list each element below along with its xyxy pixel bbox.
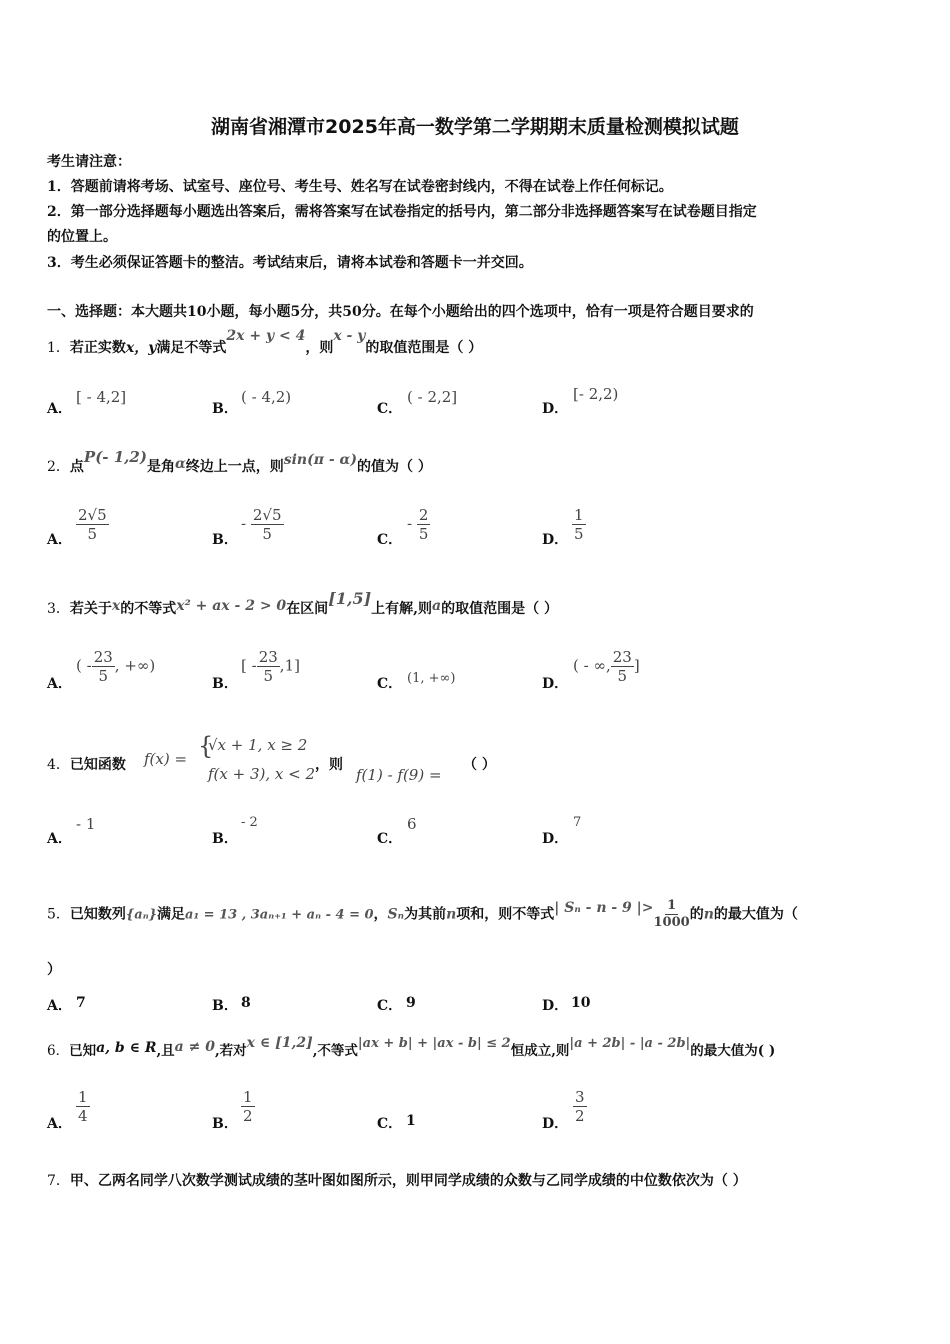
numerator: 2√5 bbox=[78, 506, 107, 524]
case-1: √x + 1, x ≥ 2 bbox=[208, 736, 308, 754]
q-text: 若正实数 bbox=[69, 340, 126, 356]
option-value: 6 bbox=[407, 815, 417, 833]
option-value bbox=[241, 1088, 255, 1125]
q-math: x - y bbox=[333, 328, 366, 344]
sign: - bbox=[407, 514, 413, 533]
option-label: B． bbox=[212, 1116, 238, 1132]
q-text: 的值为（ ） bbox=[356, 459, 432, 475]
denominator: 5 bbox=[418, 525, 429, 543]
q-text: 甲、乙两名同学八次数学测试成绩的茎叶图如图所示，则甲同学成绩的众数与乙同学成绩的中位数依次为（ ） bbox=[69, 1173, 747, 1189]
denominator: 1000 bbox=[653, 915, 690, 930]
option-label: A． bbox=[47, 998, 72, 1014]
q-math: P(- 1,2) bbox=[83, 448, 147, 466]
q-math: a ≠ 0 bbox=[174, 1039, 215, 1055]
q-text: 的取值范围是（ ） bbox=[365, 340, 483, 356]
fraction bbox=[611, 648, 634, 685]
q-text: ,且 bbox=[156, 1043, 175, 1059]
option-label: D． bbox=[542, 676, 569, 692]
question-2 bbox=[47, 448, 432, 477]
option-label: B． bbox=[212, 401, 238, 417]
option-label: B． bbox=[212, 998, 238, 1014]
option-label: D． bbox=[542, 401, 569, 417]
q-math: | Sₙ - n - 9 |> bbox=[554, 899, 654, 916]
q-text: （ ） bbox=[463, 757, 496, 773]
q-text: ，则 bbox=[305, 340, 334, 356]
q-text: ,若对 bbox=[214, 1043, 247, 1059]
post: ] bbox=[633, 656, 640, 675]
q-math: a, b ∈ R bbox=[96, 1040, 157, 1056]
question-number: 2． bbox=[47, 459, 70, 475]
option-label: C． bbox=[377, 532, 403, 548]
q-math: f(1) - f(9) = bbox=[356, 766, 442, 784]
q-math: n bbox=[703, 906, 714, 923]
q-math: x ∈ [1,2] bbox=[246, 1035, 313, 1051]
option-value bbox=[573, 648, 640, 685]
function-name: f(x) = bbox=[144, 750, 188, 768]
q-math: {aₙ} bbox=[125, 907, 158, 923]
numerator: 1 bbox=[78, 1088, 88, 1106]
denominator: 5 bbox=[617, 667, 628, 685]
fraction bbox=[257, 648, 280, 685]
q-math: |ax + b| + |ax - b| ≤ 2 bbox=[357, 1036, 511, 1051]
fraction bbox=[76, 1088, 90, 1125]
fraction bbox=[572, 506, 586, 543]
question-number: 6． bbox=[47, 1043, 70, 1059]
numerator: 23 bbox=[612, 648, 632, 666]
q-math: x bbox=[111, 598, 121, 614]
q-math: x² + ax - 2 > 0 bbox=[176, 598, 287, 614]
question-1 bbox=[47, 328, 483, 358]
pre: ( - bbox=[76, 656, 92, 675]
q-text: 恒成立,则 bbox=[510, 1043, 570, 1059]
denominator: 5 bbox=[87, 525, 98, 543]
fraction bbox=[76, 506, 109, 543]
question-number: 4． bbox=[47, 757, 70, 773]
q-text: 已知数列 bbox=[69, 906, 126, 923]
fraction bbox=[573, 1088, 587, 1125]
question-5 bbox=[47, 898, 798, 931]
denominator: 2 bbox=[243, 1107, 253, 1125]
fraction bbox=[251, 506, 284, 543]
numerator: 23 bbox=[93, 648, 113, 666]
q-text: 的最大值为( ) bbox=[690, 1043, 776, 1059]
q-math: a bbox=[432, 598, 442, 614]
option-value: 8 bbox=[241, 995, 251, 1011]
option-label: A． bbox=[47, 831, 72, 847]
q-math: n bbox=[446, 906, 457, 923]
denominator: 5 bbox=[262, 525, 272, 543]
option-value bbox=[407, 506, 430, 543]
option-value bbox=[241, 648, 300, 685]
numerator: 1 bbox=[243, 1088, 253, 1106]
q-vars: x，y bbox=[125, 340, 157, 356]
q-text: 已知 bbox=[69, 1043, 97, 1059]
denominator: 2 bbox=[575, 1107, 585, 1125]
q-text: ，则 bbox=[315, 757, 343, 773]
option-label: D． bbox=[542, 1116, 569, 1132]
notice-item: 2．第一部分选择题每小题选出答案后，需将答案写在试卷指定的括号内，第二部分非选择题答案写在试卷题目指定 bbox=[47, 204, 757, 220]
page-title: 湖南省湘潭市2025年高一数学第二学期期末质量检测模拟试题 bbox=[211, 116, 739, 138]
q-text: 若关于 bbox=[69, 601, 112, 617]
q-text: 为其前 bbox=[404, 906, 447, 923]
case-2: f(x + 3), x < 2 bbox=[208, 765, 316, 783]
numerator: 2 bbox=[418, 506, 429, 524]
denominator: 4 bbox=[78, 1107, 88, 1125]
q-text: 已知函数 bbox=[69, 757, 126, 773]
option-label: D． bbox=[542, 998, 569, 1014]
q-text: 项和，则不等式 bbox=[456, 906, 555, 923]
option-value: 1 bbox=[406, 1113, 416, 1129]
q-text: ,不等式 bbox=[312, 1043, 358, 1059]
notice-item: 的位置上。 bbox=[47, 229, 117, 245]
option-label: B． bbox=[212, 831, 238, 847]
option-value: 9 bbox=[406, 995, 416, 1011]
option-label: A． bbox=[47, 1116, 72, 1132]
post: ,1] bbox=[279, 656, 300, 675]
option-label: A． bbox=[47, 532, 72, 548]
option-value bbox=[76, 1088, 90, 1125]
option-value: - 1 bbox=[76, 815, 96, 833]
sign: - bbox=[241, 514, 247, 533]
option-value: 7 bbox=[573, 815, 582, 830]
option-value: 7 bbox=[76, 995, 86, 1011]
numerator: 1 bbox=[667, 898, 677, 913]
option-value: - 2 bbox=[241, 815, 258, 830]
option-label: B． bbox=[212, 532, 238, 548]
option-label: C． bbox=[377, 401, 403, 417]
notice-item: 1．答题前请将考场、试室号、座位号、考生号、姓名写在试卷密封线内，不得在试卷上作任何标记。 bbox=[47, 179, 673, 195]
option-value: (1, +∞) bbox=[407, 671, 456, 686]
q-math: [1,5] bbox=[328, 589, 372, 608]
question-number: 1． bbox=[47, 340, 70, 356]
q-text: 的不等式 bbox=[120, 601, 177, 617]
q-math: α bbox=[174, 456, 186, 472]
notice-item: 3．考生必须保证答题卡的整洁。考试结束后，请将本试卷和答题卡一并交回。 bbox=[47, 255, 533, 271]
option-value bbox=[241, 506, 284, 543]
q-text: 的 bbox=[689, 906, 704, 923]
option-label: C． bbox=[377, 1116, 403, 1132]
fraction bbox=[417, 506, 431, 543]
option-value bbox=[572, 506, 586, 543]
question-4 bbox=[47, 755, 126, 775]
pre: ( - ∞, bbox=[573, 656, 611, 675]
q-text: 终边上一点，则 bbox=[185, 459, 284, 475]
option-label: D． bbox=[542, 532, 569, 548]
option-label: A． bbox=[47, 401, 72, 417]
option-label: C． bbox=[377, 676, 403, 692]
q-math: sin(π - α) bbox=[283, 452, 357, 468]
q-text: 是角 bbox=[146, 459, 175, 475]
option-value: [- 2,2) bbox=[573, 385, 619, 403]
option-label: A． bbox=[47, 676, 72, 692]
section-heading: 一、选择题：本大题共10小题，每小题5分，共50分。在每个小题给出的四个选项中，恰有一项是符合题目要求的 bbox=[47, 304, 754, 320]
q-text: 的取值范围是（ ） bbox=[441, 601, 558, 617]
denominator: 5 bbox=[574, 525, 584, 543]
numerator: 3 bbox=[575, 1088, 585, 1106]
question-6 bbox=[47, 1035, 776, 1062]
numerator: 23 bbox=[258, 648, 278, 666]
q-text: 满足不等式 bbox=[156, 340, 227, 356]
fraction bbox=[241, 1088, 255, 1125]
option-label: D． bbox=[542, 831, 569, 847]
pre: [ - bbox=[241, 656, 257, 675]
numerator: 1 bbox=[574, 506, 584, 524]
option-value bbox=[76, 648, 155, 685]
denominator: 5 bbox=[263, 667, 274, 685]
option-value bbox=[76, 506, 109, 543]
q-text: 的最大值为（ bbox=[713, 906, 798, 923]
q-math: Sₙ bbox=[387, 906, 405, 923]
notice-heading: 考生请注意： bbox=[47, 154, 131, 170]
q-text: 点 bbox=[69, 459, 84, 475]
option-label: C． bbox=[377, 831, 403, 847]
q-text: 上有解,则 bbox=[371, 601, 433, 617]
brace: { bbox=[198, 732, 214, 760]
q-text: 在区间 bbox=[286, 601, 329, 617]
option-value: ( - 2,2] bbox=[407, 388, 458, 406]
q-math: |a + 2b| - |a - 2b| bbox=[569, 1036, 691, 1051]
q-math: a₁ = 13 , 3aₙ₊₁ + aₙ - 4 = 0 bbox=[185, 907, 374, 923]
option-label: B． bbox=[212, 676, 238, 692]
option-value: ( - 4,2) bbox=[241, 388, 292, 406]
q-text: ， bbox=[373, 906, 388, 923]
q-text: 满足 bbox=[157, 906, 186, 923]
numerator: 2√5 bbox=[252, 506, 282, 524]
post: , +∞) bbox=[114, 656, 156, 675]
question-3 bbox=[47, 589, 558, 619]
fraction bbox=[654, 898, 690, 931]
option-value bbox=[573, 1088, 587, 1125]
option-value: 10 bbox=[571, 995, 591, 1011]
question-number: 7． bbox=[47, 1173, 70, 1189]
question-number: 5． bbox=[47, 906, 70, 923]
q-math: 2x + y < 4 bbox=[226, 328, 306, 344]
option-label: C． bbox=[377, 998, 403, 1014]
question-7 bbox=[47, 1171, 747, 1191]
question-number: 3． bbox=[47, 601, 70, 617]
fraction bbox=[92, 648, 115, 685]
denominator: 5 bbox=[98, 667, 109, 685]
question-5-wrap: ） bbox=[47, 962, 61, 978]
option-value: [ - 4,2] bbox=[76, 388, 127, 406]
